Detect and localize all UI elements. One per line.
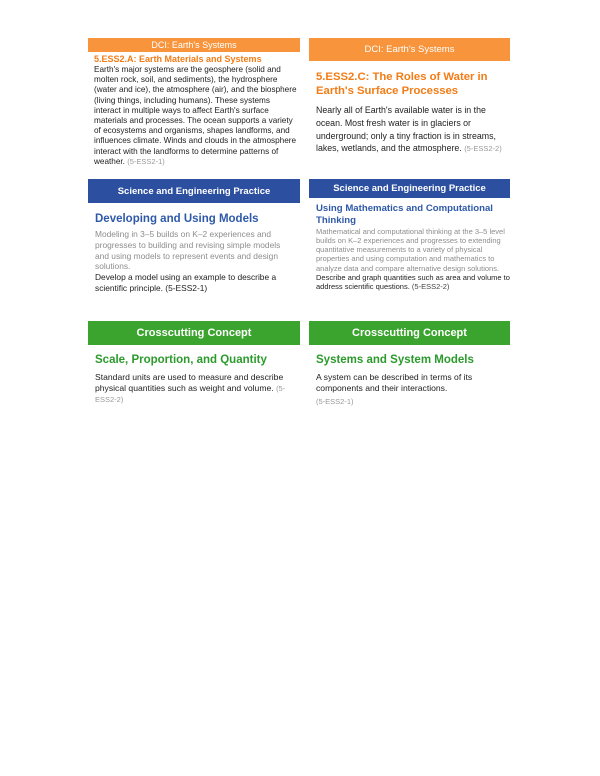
- left-dci-card: [88, 38, 300, 167]
- left-ccc-header: Crosscutting Concept: [88, 321, 300, 345]
- left-dci-header: DCI: Earth's Systems: [88, 38, 300, 52]
- left-dci-title: 5.ESS2.A: Earth Materials and Systems: [94, 54, 262, 64]
- left-sep-cite: (5-ESS2-1): [165, 282, 208, 293]
- left-sep-title: Developing and Using Models: [95, 213, 259, 225]
- left-ccc-card: [88, 321, 300, 406]
- left-sep-header: Science and Engineering Practice: [88, 179, 300, 203]
- right-sep-card: [309, 179, 510, 291]
- left-dci-cite: (5-ESS2-1): [127, 156, 165, 166]
- right-sep-gray: Mathematical and computational thinking at the 3–5 level builds on K–2 experiences and progresses to extending quantitative measurements to a variety of physical properties and using computation and mathematics to analyze data and compare alternative design solutions.: [316, 227, 505, 273]
- left-sep-gray: Modeling in 3–5 builds on K–2 experiences and progresses to building and revising simple models and using models to represent events and design solutions.: [95, 229, 281, 272]
- right-sep-cite: (5-ESS2-2): [411, 281, 450, 291]
- right-dci-body: Nearly all of Earth's available water is in the ocean. Most fresh water is in glaciers or underground; only a tiny fraction is in streams, lakes, wetlands, and the atmosphere. (5-ESS2-2): [316, 105, 502, 154]
- right-sep-header: Science and Engineering Practice: [309, 179, 510, 198]
- right-dci-title: 5.ESS2.C: The Roles of Water in Earth's Surface Processes: [316, 71, 488, 97]
- right-dci-card: [309, 38, 510, 156]
- left-ccc-title: Scale, Proportion, and Quantity: [95, 354, 267, 366]
- right-ccc-body: A system can be described in terms of its components and their interactions.: [316, 372, 473, 394]
- left-ccc-cite: (5-ESS2-2): [95, 384, 286, 405]
- left-sep-card: [88, 179, 300, 294]
- left-dci-body: Earth's major systems are the geosphere (solid and molten rock, soil, and sediments), the hydrosphere (water and ice), the atmosphere (air), and the biosphere (living things, including humans). These systems interact in multiple ways to affect Earth's surface materials and processes. The ocean supports a variety of ecosystems and organisms, shapes landforms, and influences climate. Winds and clouds in the atmosphere interact with the landforms to determine patterns of weather. (5-ESS2-1): [94, 65, 297, 166]
- right-ccc-title: Systems and System Models: [316, 354, 474, 366]
- right-ccc-card: [309, 321, 510, 406]
- right-sep-title: Using Mathematics and Computational Thinking: [316, 203, 493, 226]
- right-dci-header: DCI: Earth's Systems: [309, 38, 510, 61]
- right-dci-cite: (5-ESS2-2): [464, 144, 502, 154]
- right-ccc-header: Crosscutting Concept: [309, 321, 510, 345]
- left-sep-body: Develop a model using an example to describe a scientific principle. (5-ESS2-1): [95, 272, 277, 293]
- left-ccc-body: Standard units are used to measure and describe physical quantities such as weight and volume. (5-ESS2-2): [95, 372, 286, 405]
- right-ccc-cite: (5-ESS2-1): [316, 397, 354, 407]
- right-sep-body: Describe and graph quantities such as area and volume to address scientific questions. (5-ESS2-2): [316, 272, 510, 291]
